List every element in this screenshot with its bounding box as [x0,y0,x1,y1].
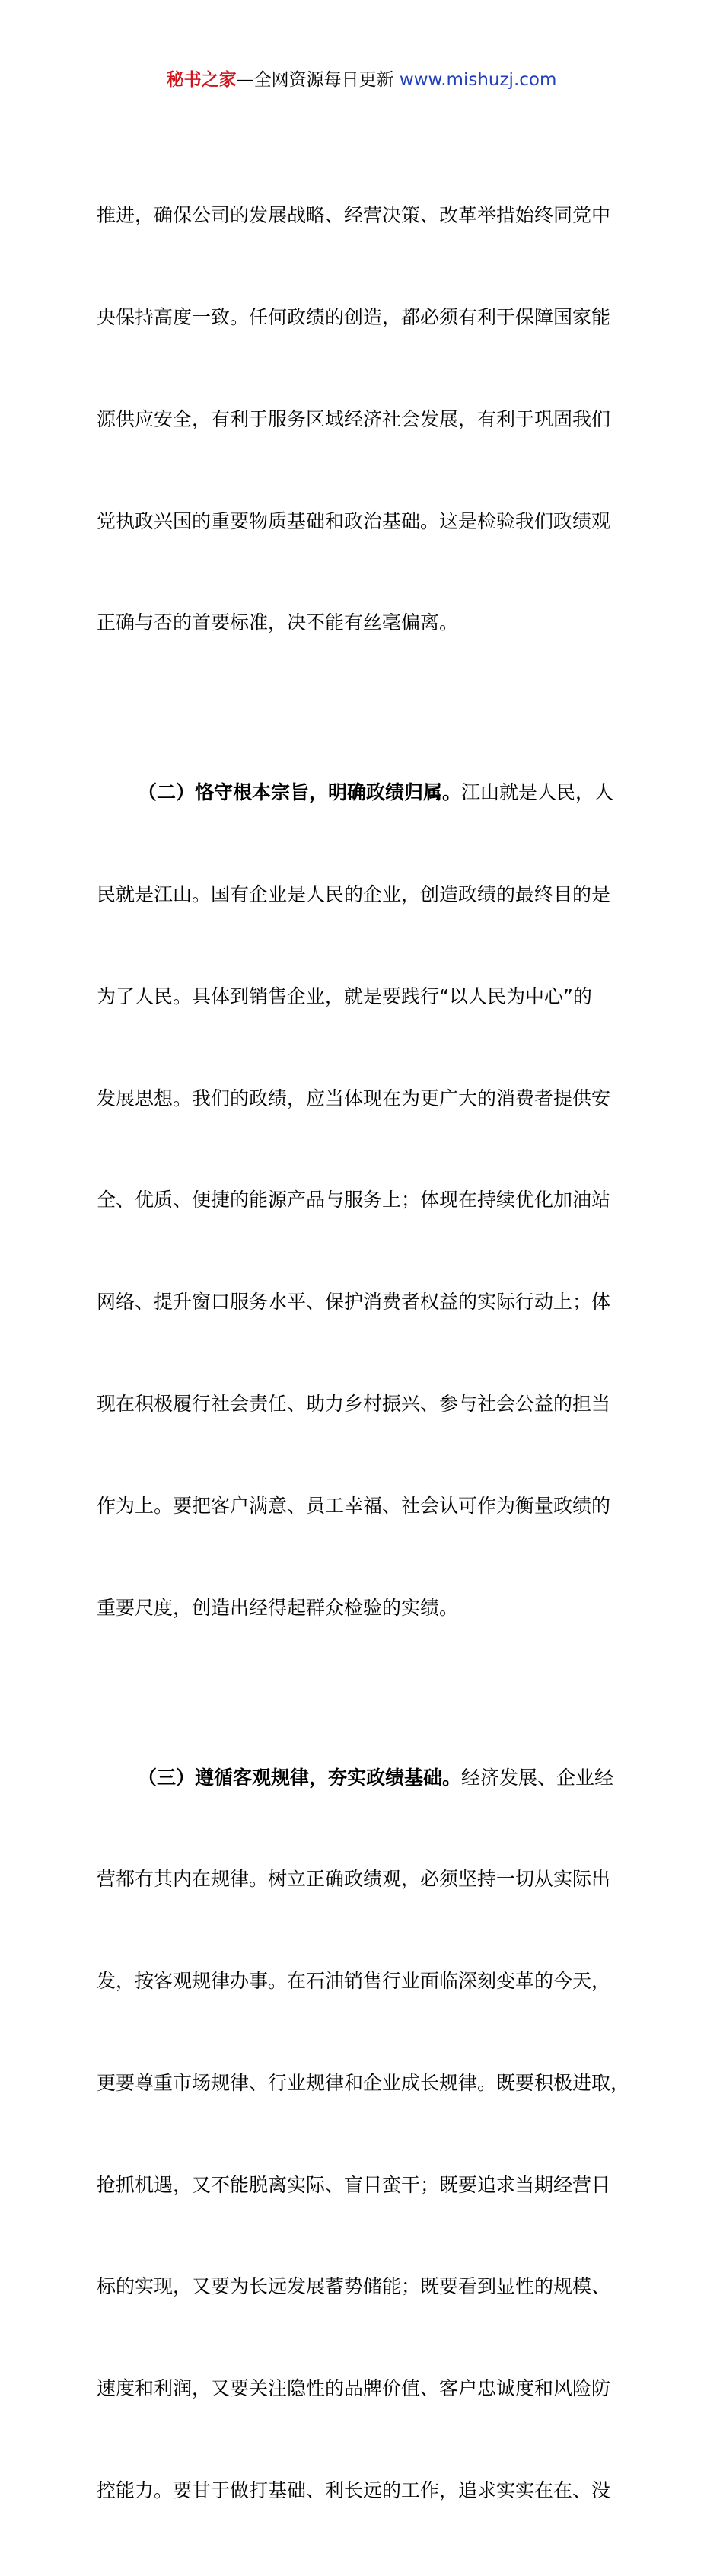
text-line: 为了人民。具体到销售企业，就是要践行“以人民为中心”的 [97,985,592,1007]
paragraph-3 [97,1693,645,2575]
text-line: 网络、提升窗口服务水平、保护消费者权益的实际行动上；体 [97,1291,611,1314]
paragraph-2 [97,708,645,1693]
text-line: 控能力。要甘于做打基础、利长远的工作，追求实实在在、没 [97,2479,611,2501]
text-run: 江山就是人民，人 [461,781,614,804]
document-body [97,131,645,2576]
text-line: 全、优质、便捷的能源产品与服务上；体现在持续优化加油站 [97,1189,611,1211]
text-line [97,1761,645,1796]
text-line: 源供应安全，有利于服务区域经济社会发展，有利于巩固我们 [97,407,611,430]
text-line: 党执政兴国的重要物质基础和政治基础。这是检验我们政绩观 [97,509,611,532]
text-line: 速度和利润，又要关注隐性的品牌价值、客户忠诚度和风险防 [97,2377,611,2400]
header-tagline: —全网资源每日更新 [236,70,400,90]
text-run: 经济发展、企业经 [461,1766,614,1789]
text-line: 营都有其内在规律。树立正确政绩观，必须坚持一切从实际出 [97,1868,611,1891]
text-line: 民就是江山。国有企业是人民的企业，创造政绩的最终目的是 [97,883,611,906]
section-heading-3: （三）遵循客观规律，夯实政绩基础。 [138,1766,462,1789]
paragraph-1 [97,131,645,708]
text-line [97,776,645,810]
text-line: 发，按客观规律办事。在石油销售行业面临深刻变革的今天， [97,1970,611,1993]
text-line: 作为上。要把客户满意、员工幸福、社会认可作为衡量政绩的 [97,1494,611,1517]
text-line: 现在积极履行社会责任、助力乡村振兴、参与社会公益的担当 [97,1392,611,1415]
text-line: 更要尊重市场规律、行业规律和企业成长规律。既要积极进取， [97,2071,630,2094]
text-line: 央保持高度一致。任何政绩的创造，都必须有利于保障国家能 [97,305,611,328]
text-line: 抢抓机遇，又不能脱离实际、盲目蛮干；既要追求当期经营目 [97,2173,611,2196]
brand-name: 秘书之家 [166,70,237,90]
section-heading-2: （二）恪守根本宗旨，明确政绩归属。 [138,781,462,804]
text-line: 推进，确保公司的发展战略、经营决策、改革举措始终同党中 [97,204,611,227]
site-header [0,67,723,93]
text-line: 正确与否的首要标准，决不能有丝毫偏离。 [97,611,459,634]
text-line: 标的实现，又要为长远发展蓄势储能；既要看到显性的规模、 [97,2275,611,2298]
site-url-link[interactable]: www.mishuzj.com [399,70,557,90]
text-line: 发展思想。我们的政绩，应当体现在为更广大的消费者提供安 [97,1087,611,1109]
text-line: 重要尺度，创造出经得起群众检验的实绩。 [97,1596,459,1619]
